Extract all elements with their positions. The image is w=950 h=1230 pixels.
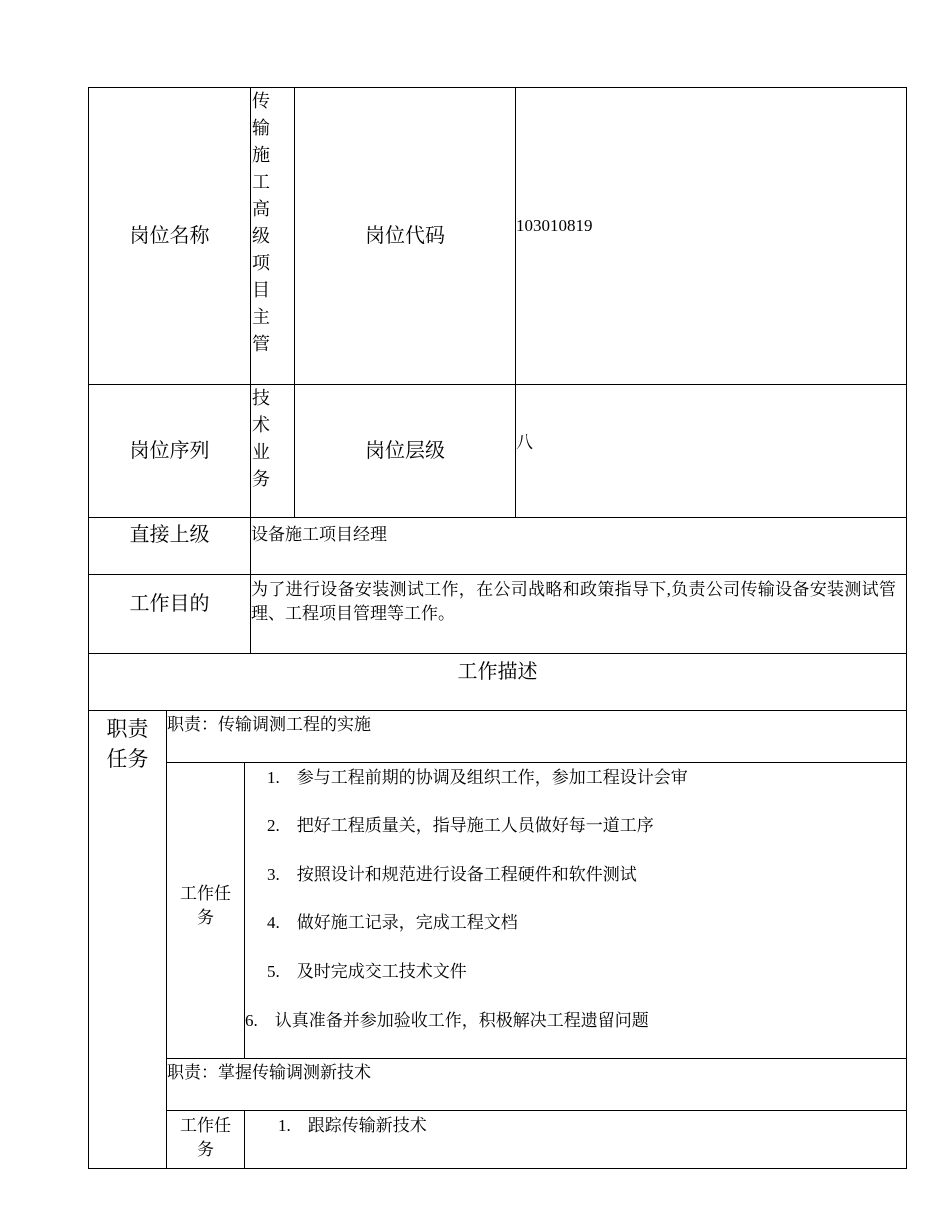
position-name-label-text: 岗位名称 (129, 225, 210, 247)
superior-label (88, 517, 251, 575)
purpose-label-text: 工作目的 (129, 593, 210, 615)
work-description-title-text: 工作描述 (457, 661, 538, 683)
sequence-value-cell (250, 384, 295, 518)
duty-2-text: 职责：掌握传输调测新技术 (167, 1063, 371, 1082)
task-label-1 (166, 762, 245, 1059)
superior-label-text: 直接上级 (129, 524, 210, 546)
task-1-3: 3. 按照设计和规范进行设备工程硬件和软件测试 (267, 865, 637, 884)
task-list-2 (244, 1110, 907, 1169)
position-code-value-cell (515, 87, 907, 385)
level-label (294, 384, 516, 518)
level-value-cell (515, 384, 907, 518)
position-code-label (294, 87, 516, 385)
task-1-6: 6. 认真准备并参加验收工作，积极解决工程遗留问题 (245, 1011, 649, 1030)
task-1-4: 4. 做好施工记录，完成工程文档 (267, 913, 518, 932)
duty-1-row (166, 710, 907, 763)
superior-value-cell (250, 517, 907, 575)
position-name-value: 传输施工高级项目主管 (252, 91, 270, 354)
task-1-1: 1. 参与工程前期的协调及组织工作，参加工程设计会审 (267, 768, 688, 787)
task-label-2 (166, 1110, 245, 1169)
sequence-label-text: 岗位序列 (129, 440, 210, 462)
purpose-value: 为了进行设备安装测试工作，在公司战略和政策指导下,负责公司传输设备安装测试管理、工程项目管理等工作。 (251, 580, 896, 623)
position-name-label (88, 87, 251, 385)
sequence-value: 技术业务 (252, 388, 270, 489)
task-1-5: 5. 及时完成交工技术文件 (267, 962, 467, 981)
work-description-title (88, 653, 907, 711)
sequence-label (88, 384, 251, 518)
task-label-1-text: 工作任务 (180, 883, 231, 927)
duty-tasks-side-text: 职责任务 (106, 717, 149, 771)
position-code-label-text: 岗位代码 (365, 225, 445, 247)
task-list-1 (244, 762, 907, 1059)
duty-tasks-side-label (88, 710, 167, 1169)
level-value: 八 (516, 433, 533, 452)
position-name-value-cell (250, 87, 295, 385)
task-1-2: 2. 把好工程质量关，指导施工人员做好每一道工序 (267, 816, 654, 835)
purpose-value-cell (250, 574, 907, 654)
task-label-2-text: 工作任务 (180, 1116, 231, 1159)
duty-2-row (166, 1058, 907, 1111)
position-code-value: 103010819 (516, 216, 593, 235)
purpose-label (88, 574, 251, 654)
duty-1-text: 职责：传输调测工程的实施 (167, 715, 371, 734)
superior-value: 设备施工项目经理 (251, 525, 387, 544)
task-2-1: 1. 跟踪传输新技术 (278, 1116, 427, 1135)
level-label-text: 岗位层级 (365, 440, 445, 462)
